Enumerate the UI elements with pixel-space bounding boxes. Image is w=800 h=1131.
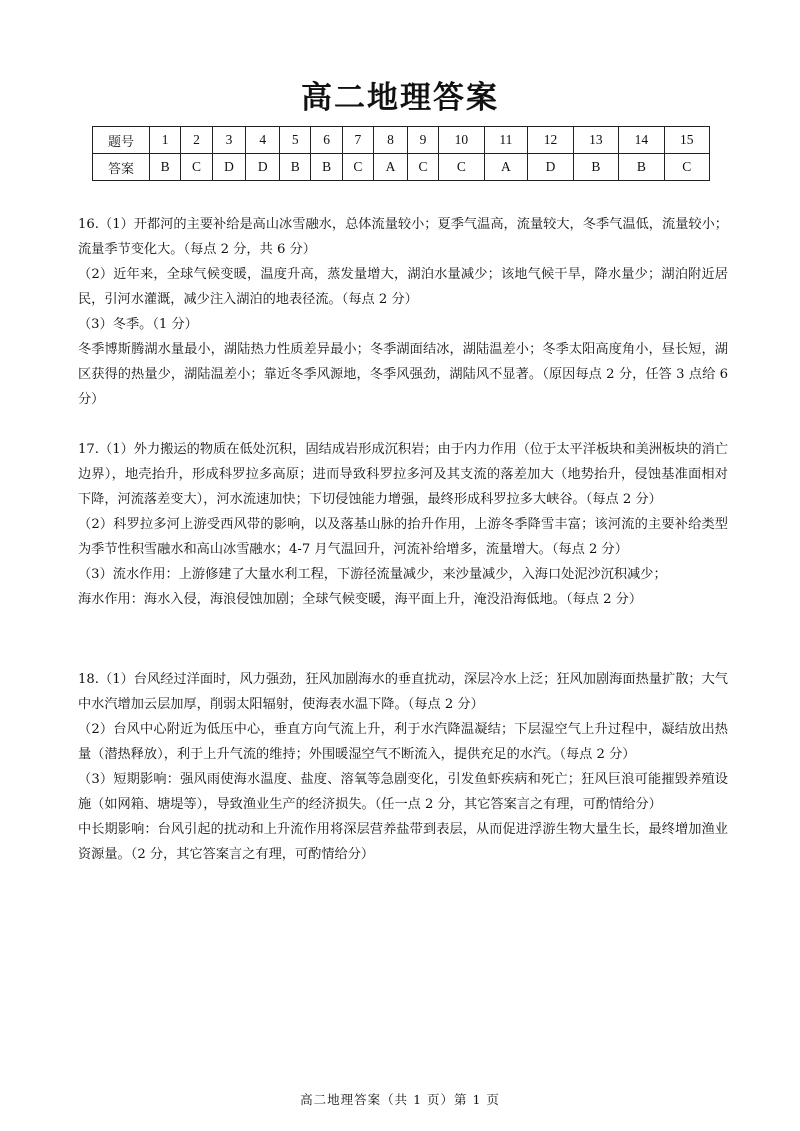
q16-part2: （2）近年来，全球气候变暖，温度升高，蒸发量增大，湖泊水量减少；该地气候干旱，降水量少；湖泊附近居民，引河水灌溉，减少注入湖泊的地表径流。（每点 2 分）: [78, 267, 728, 307]
answer-cell: C: [342, 154, 373, 181]
question-number: 6: [311, 127, 342, 154]
question-17-section: [78, 437, 728, 612]
answer-cell: B: [619, 154, 664, 181]
row-header-number: 题号: [93, 127, 150, 154]
q18-part3-long-term: 中长期影响：台风引起的扰动和上升流作用将深层营养盐带到表层，从而促进浮游生物大量生长，最终增加渔业资源量。（2 分，其它答案言之有理，可酌情给分）: [78, 822, 728, 862]
page-title: 高二地理答案: [301, 80, 499, 116]
answer-cell: A: [374, 154, 408, 181]
question-number: 2: [181, 127, 212, 154]
question-number: 7: [342, 127, 373, 154]
question-number: 8: [374, 127, 408, 154]
q17-part2: （2）科罗拉多河上游受西风带的影响，以及落基山脉的抬升作用，上游冬季降雪丰富；该河流的主要补给类型为季节性积雪融水和高山冰雪融水；4-7 月气温回升，河流补给增多，流量增大。（每点 2 分）: [78, 517, 728, 557]
answer-table: [92, 126, 710, 181]
q18-part2: （2）台风中心附近为低压中心，垂直方向气流上升，利于水汽降温凝结；下层湿空气上升过程中，凝结放出热量（潜热释放），利于上升气流的维持；外围暖湿空气不断流入，提供充足的水汽。（每点 2 分）: [78, 722, 728, 762]
question-number: 1: [150, 127, 181, 154]
q17-part3-marine: 海水作用：海水入侵，海浪侵蚀加剧；全球气候变暖，海平面上升，淹没沿海低地。（每点 2 分）: [78, 592, 643, 607]
question-number: 3: [212, 127, 246, 154]
question-16-section: [78, 212, 728, 412]
q18-part1: 18.（1）台风经过洋面时，风力强劲，狂风加剧海水的垂直扰动，深层冷水上泛；狂风加剧海面热量扩散；大气中水汽增加云层加厚，削弱太阳辐射，使海表水温下降。（每点 2 分）: [78, 672, 728, 712]
answer-cell: C: [439, 154, 484, 181]
question-number: 11: [484, 127, 528, 154]
answer-cell: C: [181, 154, 212, 181]
question-number: 10: [439, 127, 484, 154]
question-number: 4: [246, 127, 280, 154]
question-number: 13: [573, 127, 618, 154]
q17-part1: 17.（1）外力搬运的物质在低处沉积，固结成岩形成沉积岩；由于内力作用（位于太平洋板块和美洲板块的消亡边界），地壳抬升，形成科罗拉多高原；进而导致科罗拉多河及其支流的落差加大（地势抬升，侵蚀基准面相对下降，河流落差变大），河水流速加快；下切侵蚀能力增强，最终形成科罗拉多大峡谷。（每点 2 分）: [78, 442, 728, 507]
q18-part3-short-term: （3）短期影响：强风雨使海水温度、盐度、溶氧等急剧变化，引发鱼虾疾病和死亡；狂风巨浪可能摧毁养殖设施（如网箱、塘堤等），导致渔业生产的经济损失。（任一点 2 分，其它答案言之有理，可酌情给分）: [78, 772, 728, 812]
question-number: 12: [528, 127, 573, 154]
question-number: 14: [619, 127, 664, 154]
question-number: 5: [280, 127, 311, 154]
q16-part3: （3）冬季。（1 分）: [78, 317, 198, 332]
answer-cell: C: [407, 154, 438, 181]
question-number-row: [93, 127, 710, 154]
answer-cell: C: [664, 154, 709, 181]
answer-cell: D: [212, 154, 246, 181]
question-number: 15: [664, 127, 709, 154]
question-number: 9: [407, 127, 438, 154]
answer-cell: B: [573, 154, 618, 181]
q17-part3-fluvial: （3）流水作用：上游修建了大量水利工程，下游径流量减少，来沙量减少，入海口处泥沙沉积减少；: [78, 567, 667, 582]
page-footer: 高二地理答案（共 1 页）第 1 页: [300, 1092, 500, 1107]
answer-cell: D: [528, 154, 573, 181]
answer-cell: D: [246, 154, 280, 181]
answer-cell: A: [484, 154, 528, 181]
answer-cell: B: [311, 154, 342, 181]
answer-cell: B: [280, 154, 311, 181]
row-header-answer: 答案: [93, 154, 150, 181]
q16-part3-explanation: 冬季博斯腾湖水量最小，湖陆热力性质差异最小；冬季湖面结冰，湖陆温差小；冬季太阳高度角小，昼长短，湖区获得的热量少，湖陆温差小；靠近冬季风源地，冬季风强劲，湖陆风不显著。（原因每点 2 分，任答 3 点给 6 分）: [78, 342, 728, 407]
answer-cell: B: [150, 154, 181, 181]
q16-part1: 16.（1）开都河的主要补给是高山冰雪融水，总体流量较小；夏季气温高，流量较大，冬季气温低，流量较小；流量季节变化大。（每点 2 分，共 6 分）: [78, 217, 728, 257]
question-18-section: [78, 667, 728, 867]
answer-row: [93, 154, 710, 181]
